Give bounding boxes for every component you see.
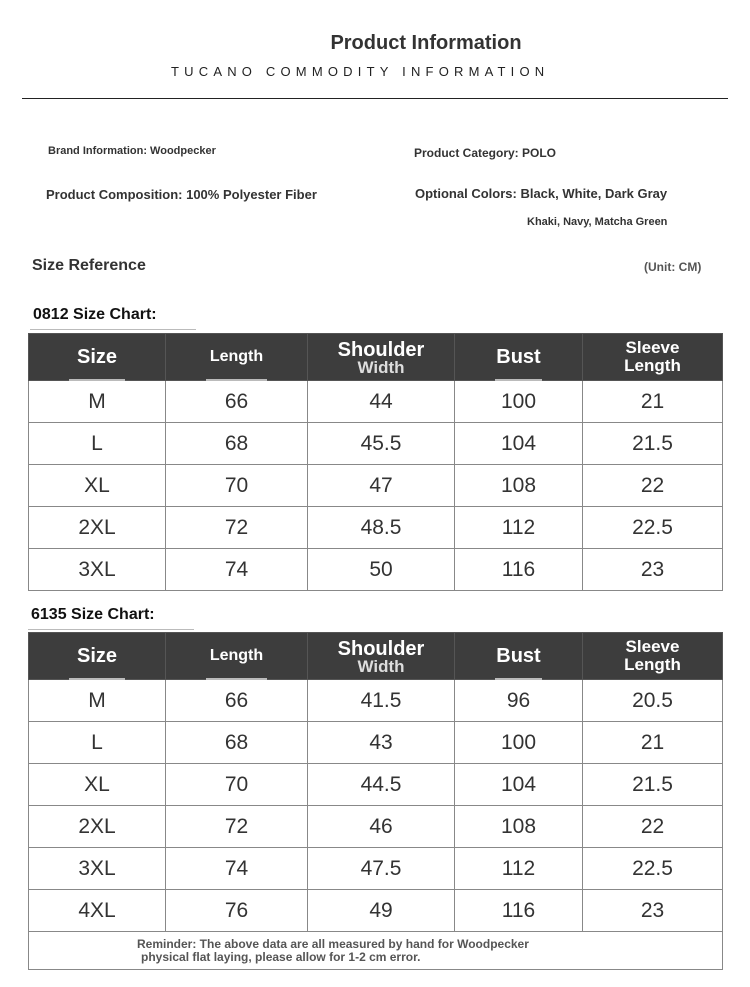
cell-sleeve-length: 23	[583, 890, 723, 932]
colors-info-continued: Khaki, Navy, Matcha Green	[527, 216, 668, 228]
column-header-shoulder-width: Shoulder Width	[308, 334, 455, 381]
chart-0812-label-underline	[30, 329, 196, 330]
column-header-length: Length	[166, 334, 308, 381]
reminder-row	[29, 932, 723, 970]
cell-size: XL	[29, 764, 166, 806]
cell-shoulder-width: 47	[308, 465, 455, 507]
column-header-length: Length	[166, 633, 308, 680]
cell-shoulder-width: 50	[308, 549, 455, 591]
cell-length: 72	[166, 806, 308, 848]
cell-length: 68	[166, 722, 308, 764]
table-row	[29, 423, 723, 465]
table-header-row	[29, 334, 723, 381]
cell-bust: 100	[455, 722, 583, 764]
chart-6135-label-underline	[28, 629, 194, 630]
cell-sleeve-length: 21.5	[583, 423, 723, 465]
cell-size: M	[29, 680, 166, 722]
column-header-sleeve-length: Sleeve Length	[583, 633, 723, 680]
header-divider	[22, 98, 728, 99]
reminder-line-1: Reminder: The above data are all measured by hand for Woodpecker	[137, 936, 529, 951]
cell-shoulder-width: 49	[308, 890, 455, 932]
column-header-size: Size	[29, 334, 166, 381]
cell-sleeve-length: 22	[583, 465, 723, 507]
cell-bust: 104	[455, 423, 583, 465]
cell-shoulder-width: 43	[308, 722, 455, 764]
table-row	[29, 890, 723, 932]
table-row	[29, 549, 723, 591]
cell-sleeve-length: 23	[583, 549, 723, 591]
cell-length: 66	[166, 381, 308, 423]
cell-size: 2XL	[29, 806, 166, 848]
cell-sleeve-length: 22.5	[583, 507, 723, 549]
colors-info: Optional Colors: Black, White, Dark Gray	[415, 186, 668, 201]
table-row	[29, 465, 723, 507]
page-subtitle: TUCANO COMMODITY INFORMATION	[171, 64, 550, 79]
cell-length: 66	[166, 680, 308, 722]
table-row	[29, 806, 723, 848]
cell-shoulder-width: 41.5	[308, 680, 455, 722]
cell-size: 3XL	[29, 549, 166, 591]
cell-bust: 100	[455, 381, 583, 423]
reminder-note	[29, 932, 723, 970]
column-header-sleeve-length: Sleeve Length	[583, 334, 723, 381]
cell-sleeve-length: 22.5	[583, 848, 723, 890]
cell-size: XL	[29, 465, 166, 507]
cell-bust: 96	[455, 680, 583, 722]
cell-length: 68	[166, 423, 308, 465]
cell-sleeve-length: 21.5	[583, 764, 723, 806]
column-header-bust: Bust	[455, 633, 583, 680]
reminder-line-2: physical flat laying, please allow for 1-2 cm error.	[141, 949, 421, 964]
cell-length: 74	[166, 848, 308, 890]
cell-length: 76	[166, 890, 308, 932]
column-header-shoulder-width: Shoulder Width	[308, 633, 455, 680]
chart-6135-label: 6135 Size Chart:	[31, 606, 155, 623]
column-header-size: Size	[29, 633, 166, 680]
cell-bust: 104	[455, 764, 583, 806]
cell-size: 2XL	[29, 507, 166, 549]
cell-length: 72	[166, 507, 308, 549]
cell-bust: 116	[455, 549, 583, 591]
composition-info: Product Composition: 100% Polyester Fiber	[46, 187, 317, 202]
cell-shoulder-width: 44.5	[308, 764, 455, 806]
page-title: Product Information	[330, 32, 522, 54]
cell-bust: 112	[455, 507, 583, 549]
cell-size: 4XL	[29, 890, 166, 932]
cell-length: 70	[166, 465, 308, 507]
cell-sleeve-length: 21	[583, 722, 723, 764]
cell-size: M	[29, 381, 166, 423]
cell-length: 70	[166, 764, 308, 806]
table-row	[29, 722, 723, 764]
cell-shoulder-width: 46	[308, 806, 455, 848]
size-chart-6135	[28, 632, 723, 970]
cell-bust: 112	[455, 848, 583, 890]
unit-label: (Unit: CM)	[644, 260, 702, 274]
cell-shoulder-width: 48.5	[308, 507, 455, 549]
cell-sleeve-length: 20.5	[583, 680, 723, 722]
table-row	[29, 381, 723, 423]
table-row	[29, 764, 723, 806]
cell-size: L	[29, 423, 166, 465]
cell-bust: 108	[455, 465, 583, 507]
cell-size: L	[29, 722, 166, 764]
table-header-row	[29, 633, 723, 680]
cell-size: 3XL	[29, 848, 166, 890]
cell-sleeve-length: 22	[583, 806, 723, 848]
cell-shoulder-width: 44	[308, 381, 455, 423]
cell-bust: 116	[455, 890, 583, 932]
table-row	[29, 680, 723, 722]
table-row	[29, 848, 723, 890]
size-chart-0812	[28, 333, 723, 591]
cell-shoulder-width: 47.5	[308, 848, 455, 890]
category-info: Product Category: POLO	[414, 146, 557, 160]
table-row	[29, 507, 723, 549]
size-reference-label: Size Reference	[32, 257, 146, 274]
cell-length: 74	[166, 549, 308, 591]
cell-shoulder-width: 45.5	[308, 423, 455, 465]
brand-info: Brand Information: Woodpecker	[48, 145, 216, 157]
column-header-bust: Bust	[455, 334, 583, 381]
chart-0812-label: 0812 Size Chart:	[33, 306, 157, 323]
cell-bust: 108	[455, 806, 583, 848]
cell-sleeve-length: 21	[583, 381, 723, 423]
